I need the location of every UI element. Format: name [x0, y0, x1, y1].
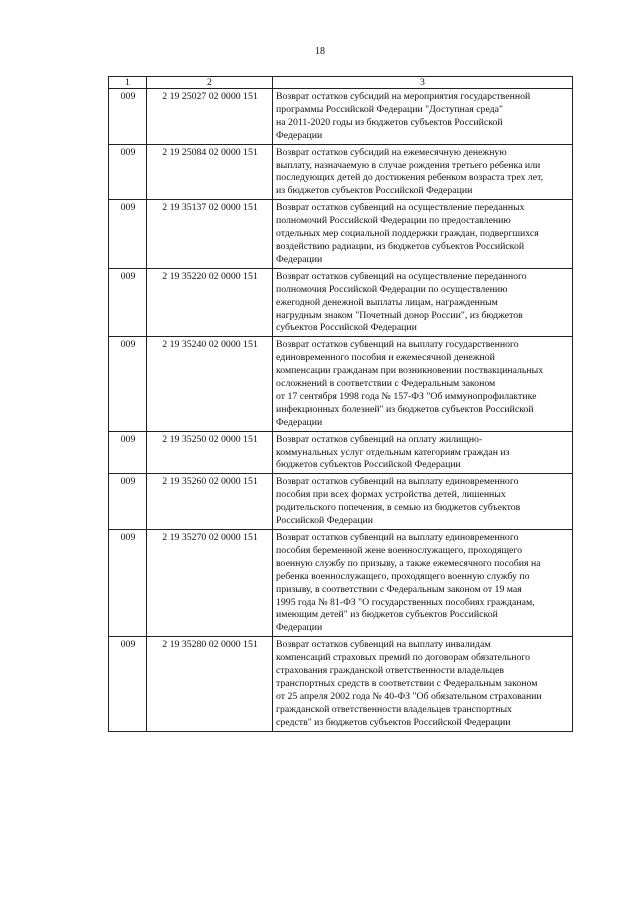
description-line: Российской Федерации [276, 515, 373, 527]
description-line: родительского попечения, в семью из бюджетов субъектов [276, 502, 521, 514]
budget-classification-code-cell: 2 19 35270 02 0000 151 [147, 530, 273, 637]
description-line: из бюджетов субъектов Российской Федерации [276, 185, 473, 197]
table-row [109, 337, 573, 431]
description-line: пособия при всех формах устройства детей, лишенных [276, 489, 506, 501]
description-line: Возврат остатков субсидий на мероприятия государственной [276, 91, 531, 102]
description-line: единовременного пособия и ежемесячной денежной [276, 352, 495, 364]
admin-code-cell: 009 [109, 89, 147, 145]
admin-code-cell: 009 [109, 200, 147, 269]
admin-code-cell: 009 [109, 144, 147, 200]
table-row [109, 530, 573, 637]
description-line: Федерации [276, 253, 323, 265]
income-description-cell [273, 337, 573, 431]
description-line: Возврат остатков субвенций на осуществление переданного [276, 270, 527, 282]
description-line: Возврат остатков субвенций на осуществление переданных [276, 202, 525, 214]
description-line: гражданской ответственности владельцев транспортных [276, 703, 512, 715]
table-header-row [109, 77, 573, 89]
table-row [109, 89, 573, 145]
income-description-cell [273, 431, 573, 474]
page-number: 18 [315, 46, 325, 57]
admin-code-cell: 009 [109, 431, 147, 474]
budget-classification-code-cell: 2 19 35280 02 0000 151 [147, 637, 273, 731]
description-line: отдельных мер социальной поддержки граждан, подвергшихся [276, 228, 539, 240]
description-line: воздействию радиации, из бюджетов субъектов Российской [276, 240, 525, 252]
description-line: полномочий Российской Федерации по предоставлению [276, 215, 511, 227]
column-header-3: 3 [273, 77, 573, 89]
budget-classification-code-cell: 2 19 25084 02 0000 151 [147, 144, 273, 200]
income-description-cell [273, 474, 573, 530]
description-line: Возврат остатков субвенций на выплату единовременного [276, 476, 519, 488]
table-row [109, 268, 573, 337]
description-line: от 25 апреля 2002 года № 40-ФЗ "Об обязательном страховании [276, 690, 542, 702]
description-line: инфекционных болезней" из бюджетов субъектов Российской [276, 403, 534, 415]
description-line: субъектов Российской Федерации [276, 322, 417, 334]
description-line: компенсаций страховых премий по договорам обязательного [276, 652, 531, 664]
description-line: Федерации [276, 416, 323, 428]
budget-codes-table [108, 76, 573, 732]
table-body [109, 89, 573, 732]
description-line: выплату, назначаемую в случае рождения третьего ребенка или [276, 159, 541, 171]
budget-classification-code-cell: 2 19 35220 02 0000 151 [147, 268, 273, 337]
income-description-cell [273, 530, 573, 637]
description-line: бюджетов субъектов Российской Федерации [276, 459, 461, 471]
description-line: Возврат остатков субвенций на оплату жилищно- [276, 433, 483, 445]
table-row [109, 637, 573, 731]
description-line: пособия беременной жене военнослужащего, проходящего [276, 544, 523, 556]
description-line: Федерации [276, 622, 323, 634]
admin-code-cell: 009 [109, 637, 147, 731]
description-line: ребенка военнослужащего, проходящего военную службу по [276, 570, 530, 582]
income-description-cell [273, 89, 573, 145]
budget-classification-code-cell: 2 19 35260 02 0000 151 [147, 474, 273, 530]
description-line: полномочия Российской Федерации по осуществлению [276, 283, 508, 295]
description-line: коммунальных услуг отдельным категориям граждан из [276, 446, 510, 458]
description-line: на 2011-2020 годы из бюджетов субъектов Российской [276, 116, 503, 128]
table-row [109, 431, 573, 474]
table-row [109, 200, 573, 269]
admin-code-cell: 009 [109, 337, 147, 431]
table-row [109, 144, 573, 200]
income-description-cell [273, 144, 573, 200]
income-description-cell [273, 200, 573, 269]
description-line: от 17 сентября 1998 года № 157-ФЗ "Об иммунопрофилактике [276, 390, 537, 402]
description-line: Возврат остатков субвенций на выплату инвалидам [276, 639, 491, 651]
description-line: страхования гражданской ответственности владельцев [276, 665, 505, 677]
description-line: осложнений в соответствии с Федеральным законом [276, 378, 496, 390]
table-row [109, 474, 573, 530]
description-line: программы Российской Федерации "Доступная среда" [276, 103, 503, 115]
admin-code-cell: 009 [109, 474, 147, 530]
column-header-2: 2 [147, 77, 273, 89]
income-description-cell [273, 268, 573, 337]
description-line: ежегодной денежной выплаты лицам, награжденным [276, 296, 498, 308]
income-description-cell [273, 637, 573, 731]
admin-code-cell: 009 [109, 530, 147, 637]
description-line: имеющим детей" из бюджетов субъектов Российской [276, 609, 498, 621]
description-line: нагрудным знаком "Почетный донор России", из бюджетов [276, 309, 523, 321]
description-line: транспортных средств в соответствии с Федеральным законом [276, 677, 538, 689]
budget-classification-code-cell: 2 19 25027 02 0000 151 [147, 89, 273, 145]
admin-code-cell: 009 [109, 268, 147, 337]
description-line: Возврат остатков субсидий на ежемесячную денежную [276, 146, 507, 158]
description-line: последующих детей до достижения ребенком возраста трех лет, [276, 172, 544, 184]
description-line: Возврат остатков субвенций на выплату единовременного [276, 532, 519, 543]
budget-classification-code-cell: 2 19 35240 02 0000 151 [147, 337, 273, 431]
column-header-1: 1 [109, 77, 147, 89]
description-line: военную службу по призыву, а также ежемесячного пособия на [276, 557, 541, 569]
description-line: компенсации гражданам при возникновении поствакцинальных [276, 365, 544, 377]
description-line: 1995 года № 81-ФЗ "О государственных пособиях гражданам, [276, 596, 535, 608]
description-line: Федерации [276, 129, 323, 141]
budget-classification-code-cell: 2 19 35250 02 0000 151 [147, 431, 273, 474]
description-line: призыву, в соответствии с Федеральным законом от 19 мая [276, 583, 522, 595]
description-line: Возврат остатков субвенций на выплату государственного [276, 339, 519, 351]
budget-classification-code-cell: 2 19 35137 02 0000 151 [147, 200, 273, 269]
description-line: средств" из бюджетов субъектов Российской Федерации [276, 716, 511, 728]
